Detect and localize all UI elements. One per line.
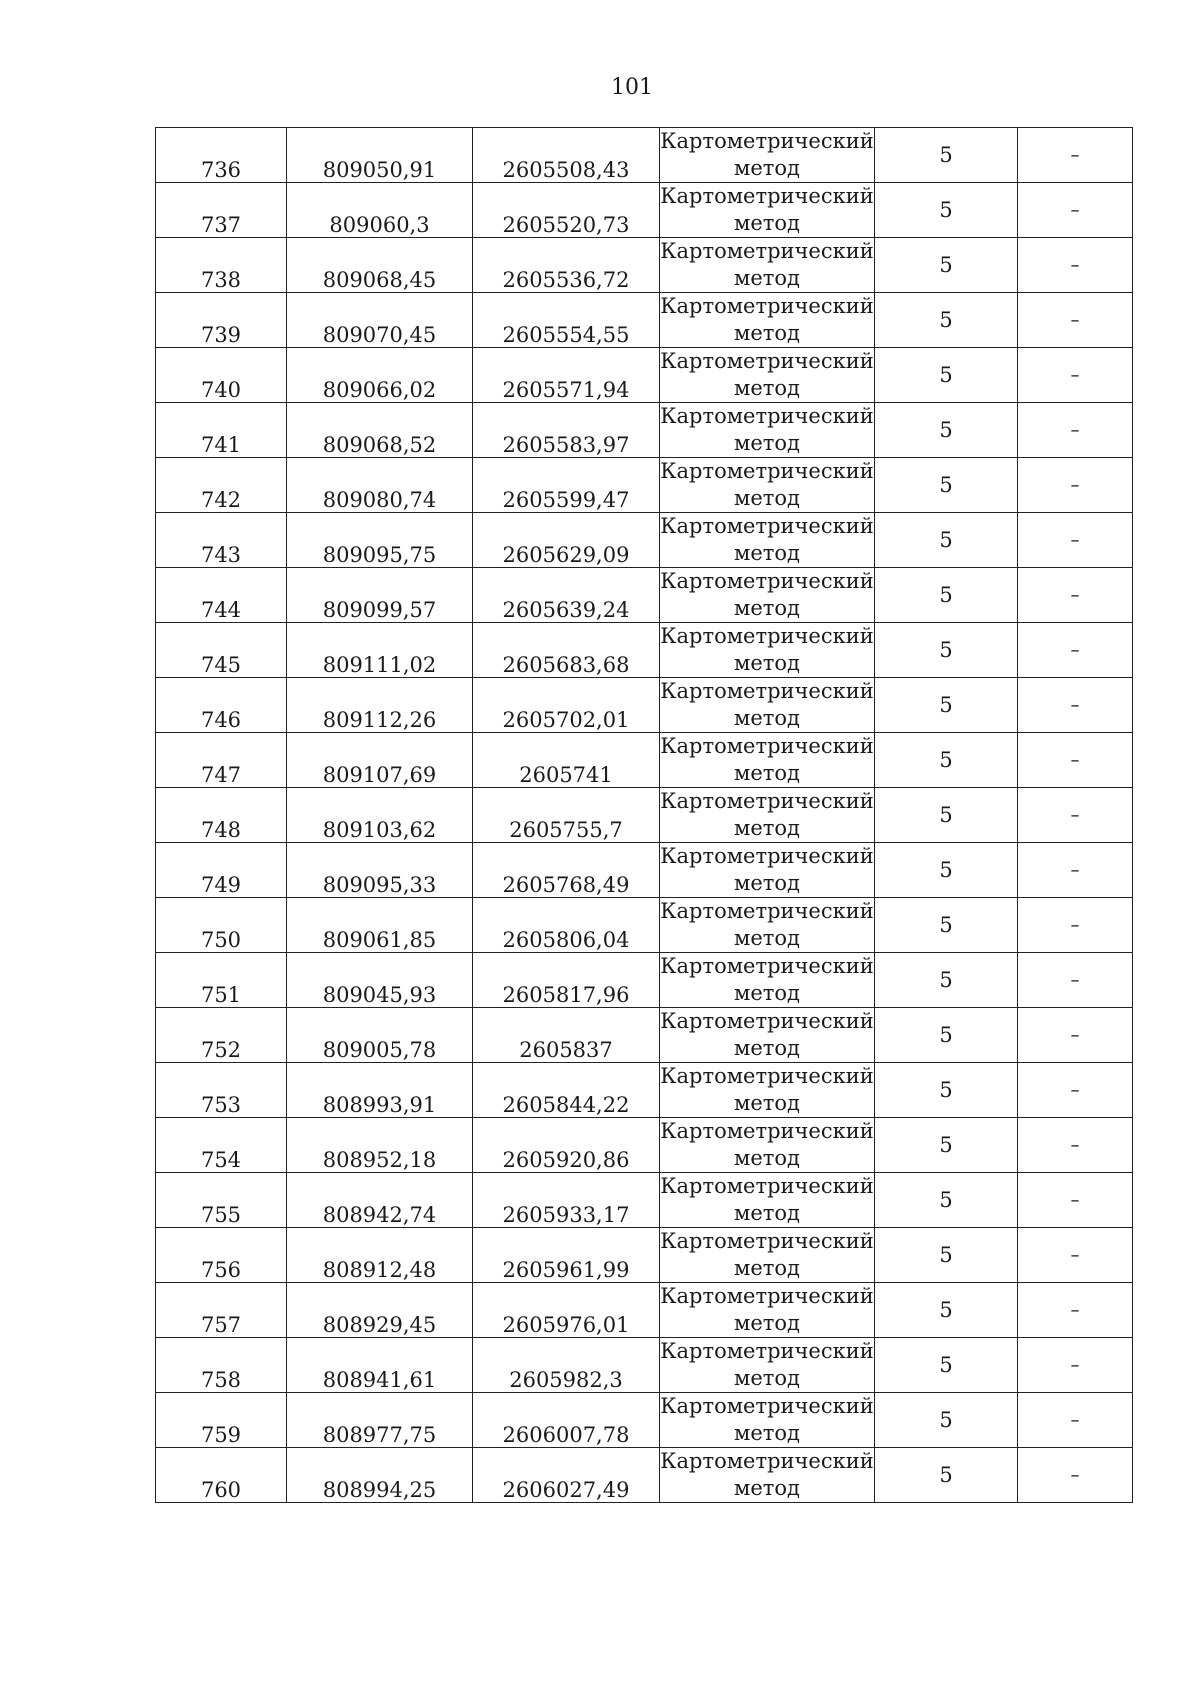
table-row — [156, 348, 1133, 403]
point-number-cell: 760 — [156, 1448, 287, 1503]
table-row — [156, 293, 1133, 348]
y-coordinate-cell: 2605702,01 — [473, 678, 660, 733]
x-coordinate-cell: 808942,74 — [287, 1173, 473, 1228]
method-cell: Картометрический метод — [660, 293, 875, 348]
accuracy-cell: 5 — [875, 898, 1018, 953]
point-number-cell: 736 — [156, 128, 287, 183]
method-cell: Картометрический метод — [660, 1393, 875, 1448]
table-row — [156, 458, 1133, 513]
method-cell: Картометрический метод — [660, 843, 875, 898]
point-number-cell: 741 — [156, 403, 287, 458]
point-number-cell: 753 — [156, 1063, 287, 1118]
table-row — [156, 568, 1133, 623]
x-coordinate-cell: 808994,25 — [287, 1448, 473, 1503]
x-coordinate-cell: 809066,02 — [287, 348, 473, 403]
table-row — [156, 1008, 1133, 1063]
accuracy-cell: 5 — [875, 733, 1018, 788]
x-coordinate-cell: 809099,57 — [287, 568, 473, 623]
x-coordinate-cell: 809061,85 — [287, 898, 473, 953]
accuracy-cell: 5 — [875, 1228, 1018, 1283]
table-row — [156, 513, 1133, 568]
accuracy-cell: 5 — [875, 678, 1018, 733]
y-coordinate-cell: 2605933,17 — [473, 1173, 660, 1228]
table-row — [156, 898, 1133, 953]
method-cell: Картометрический метод — [660, 1448, 875, 1503]
method-cell: Картометрический метод — [660, 1338, 875, 1393]
method-cell: Картометрический метод — [660, 1118, 875, 1173]
method-cell: Картометрический метод — [660, 348, 875, 403]
point-number-cell: 738 — [156, 238, 287, 293]
y-coordinate-cell: 2606007,78 — [473, 1393, 660, 1448]
page-number: 101 — [611, 75, 653, 100]
coordinates-table-body — [156, 128, 1133, 1503]
x-coordinate-cell: 809095,75 — [287, 513, 473, 568]
table-row — [156, 788, 1133, 843]
method-cell: Картометрический метод — [660, 678, 875, 733]
accuracy-cell: 5 — [875, 348, 1018, 403]
note-cell: – — [1018, 1338, 1133, 1393]
y-coordinate-cell: 2605583,97 — [473, 403, 660, 458]
method-cell: Картометрический метод — [660, 238, 875, 293]
note-cell: – — [1018, 1228, 1133, 1283]
point-number-cell: 748 — [156, 788, 287, 843]
table-row — [156, 1173, 1133, 1228]
coordinates-table — [155, 127, 1133, 1503]
point-number-cell: 749 — [156, 843, 287, 898]
y-coordinate-cell: 2605768,49 — [473, 843, 660, 898]
table-row — [156, 128, 1133, 183]
method-cell: Картометрический метод — [660, 1008, 875, 1063]
note-cell: – — [1018, 238, 1133, 293]
method-cell: Картометрический метод — [660, 1283, 875, 1338]
point-number-cell: 759 — [156, 1393, 287, 1448]
method-cell: Картометрический метод — [660, 458, 875, 513]
table-row — [156, 623, 1133, 678]
table-row — [156, 403, 1133, 458]
note-cell: – — [1018, 293, 1133, 348]
accuracy-cell: 5 — [875, 843, 1018, 898]
accuracy-cell: 5 — [875, 788, 1018, 843]
y-coordinate-cell: 2606027,49 — [473, 1448, 660, 1503]
point-number-cell: 754 — [156, 1118, 287, 1173]
method-cell: Картометрический метод — [660, 128, 875, 183]
x-coordinate-cell: 809112,26 — [287, 678, 473, 733]
x-coordinate-cell: 808977,75 — [287, 1393, 473, 1448]
method-cell: Картометрический метод — [660, 898, 875, 953]
note-cell: – — [1018, 128, 1133, 183]
y-coordinate-cell: 2605817,96 — [473, 953, 660, 1008]
table-row — [156, 238, 1133, 293]
x-coordinate-cell: 808941,61 — [287, 1338, 473, 1393]
accuracy-cell: 5 — [875, 568, 1018, 623]
accuracy-cell: 5 — [875, 1393, 1018, 1448]
x-coordinate-cell: 809111,02 — [287, 623, 473, 678]
y-coordinate-cell: 2605629,09 — [473, 513, 660, 568]
y-coordinate-cell: 2605520,73 — [473, 183, 660, 238]
method-cell: Картометрический метод — [660, 788, 875, 843]
point-number-cell: 751 — [156, 953, 287, 1008]
accuracy-cell: 5 — [875, 513, 1018, 568]
note-cell: – — [1018, 1118, 1133, 1173]
y-coordinate-cell: 2605571,94 — [473, 348, 660, 403]
point-number-cell: 740 — [156, 348, 287, 403]
x-coordinate-cell: 809050,91 — [287, 128, 473, 183]
note-cell: – — [1018, 1063, 1133, 1118]
point-number-cell: 758 — [156, 1338, 287, 1393]
x-coordinate-cell: 809045,93 — [287, 953, 473, 1008]
point-number-cell: 746 — [156, 678, 287, 733]
x-coordinate-cell: 808993,91 — [287, 1063, 473, 1118]
point-number-cell: 752 — [156, 1008, 287, 1063]
point-number-cell: 756 — [156, 1228, 287, 1283]
accuracy-cell: 5 — [875, 238, 1018, 293]
table-row — [156, 1393, 1133, 1448]
y-coordinate-cell: 2605844,22 — [473, 1063, 660, 1118]
point-number-cell: 744 — [156, 568, 287, 623]
table-row — [156, 1118, 1133, 1173]
accuracy-cell: 5 — [875, 403, 1018, 458]
method-cell: Картометрический метод — [660, 1063, 875, 1118]
note-cell: – — [1018, 1393, 1133, 1448]
table-row — [156, 1338, 1133, 1393]
point-number-cell: 742 — [156, 458, 287, 513]
y-coordinate-cell: 2605554,55 — [473, 293, 660, 348]
point-number-cell: 737 — [156, 183, 287, 238]
table-row — [156, 733, 1133, 788]
note-cell: – — [1018, 678, 1133, 733]
method-cell: Картометрический метод — [660, 733, 875, 788]
method-cell: Картометрический метод — [660, 623, 875, 678]
table-row — [156, 1448, 1133, 1503]
accuracy-cell: 5 — [875, 1008, 1018, 1063]
x-coordinate-cell: 809070,45 — [287, 293, 473, 348]
y-coordinate-cell: 2605639,24 — [473, 568, 660, 623]
point-number-cell: 757 — [156, 1283, 287, 1338]
point-number-cell: 755 — [156, 1173, 287, 1228]
accuracy-cell: 5 — [875, 1063, 1018, 1118]
point-number-cell: 739 — [156, 293, 287, 348]
note-cell: – — [1018, 953, 1133, 1008]
table-row — [156, 678, 1133, 733]
accuracy-cell: 5 — [875, 1283, 1018, 1338]
accuracy-cell: 5 — [875, 1448, 1018, 1503]
method-cell: Картометрический метод — [660, 568, 875, 623]
y-coordinate-cell: 2605837 — [473, 1008, 660, 1063]
accuracy-cell: 5 — [875, 458, 1018, 513]
note-cell: – — [1018, 458, 1133, 513]
y-coordinate-cell: 2605683,68 — [473, 623, 660, 678]
table-row — [156, 1283, 1133, 1338]
note-cell: – — [1018, 843, 1133, 898]
point-number-cell: 750 — [156, 898, 287, 953]
table-row — [156, 183, 1133, 238]
x-coordinate-cell: 809095,33 — [287, 843, 473, 898]
x-coordinate-cell: 809103,62 — [287, 788, 473, 843]
method-cell: Картометрический метод — [660, 1173, 875, 1228]
table-row — [156, 953, 1133, 1008]
accuracy-cell: 5 — [875, 1338, 1018, 1393]
method-cell: Картометрический метод — [660, 513, 875, 568]
x-coordinate-cell: 809068,52 — [287, 403, 473, 458]
note-cell: – — [1018, 623, 1133, 678]
note-cell: – — [1018, 788, 1133, 843]
y-coordinate-cell: 2605755,7 — [473, 788, 660, 843]
y-coordinate-cell: 2605920,86 — [473, 1118, 660, 1173]
accuracy-cell: 5 — [875, 183, 1018, 238]
method-cell: Картометрический метод — [660, 183, 875, 238]
note-cell: – — [1018, 1283, 1133, 1338]
note-cell: – — [1018, 733, 1133, 788]
x-coordinate-cell: 809005,78 — [287, 1008, 473, 1063]
point-number-cell: 745 — [156, 623, 287, 678]
x-coordinate-cell: 808929,45 — [287, 1283, 473, 1338]
x-coordinate-cell: 809068,45 — [287, 238, 473, 293]
y-coordinate-cell: 2605982,3 — [473, 1338, 660, 1393]
method-cell: Картометрический метод — [660, 1228, 875, 1283]
y-coordinate-cell: 2605806,04 — [473, 898, 660, 953]
accuracy-cell: 5 — [875, 1118, 1018, 1173]
note-cell: – — [1018, 568, 1133, 623]
point-number-cell: 747 — [156, 733, 287, 788]
note-cell: – — [1018, 1008, 1133, 1063]
y-coordinate-cell: 2605599,47 — [473, 458, 660, 513]
y-coordinate-cell: 2605536,72 — [473, 238, 660, 293]
y-coordinate-cell: 2605741 — [473, 733, 660, 788]
x-coordinate-cell: 809080,74 — [287, 458, 473, 513]
accuracy-cell: 5 — [875, 128, 1018, 183]
accuracy-cell: 5 — [875, 1173, 1018, 1228]
accuracy-cell: 5 — [875, 953, 1018, 1008]
note-cell: – — [1018, 348, 1133, 403]
x-coordinate-cell: 808952,18 — [287, 1118, 473, 1173]
note-cell: – — [1018, 898, 1133, 953]
accuracy-cell: 5 — [875, 293, 1018, 348]
point-number-cell: 743 — [156, 513, 287, 568]
method-cell: Картометрический метод — [660, 403, 875, 458]
y-coordinate-cell: 2605961,99 — [473, 1228, 660, 1283]
note-cell: – — [1018, 513, 1133, 568]
x-coordinate-cell: 808912,48 — [287, 1228, 473, 1283]
method-cell: Картометрический метод — [660, 953, 875, 1008]
table-row — [156, 1228, 1133, 1283]
y-coordinate-cell: 2605508,43 — [473, 128, 660, 183]
note-cell: – — [1018, 403, 1133, 458]
x-coordinate-cell: 809107,69 — [287, 733, 473, 788]
accuracy-cell: 5 — [875, 623, 1018, 678]
table-row — [156, 1063, 1133, 1118]
note-cell: – — [1018, 1173, 1133, 1228]
table-row — [156, 843, 1133, 898]
note-cell: – — [1018, 183, 1133, 238]
y-coordinate-cell: 2605976,01 — [473, 1283, 660, 1338]
x-coordinate-cell: 809060,3 — [287, 183, 473, 238]
note-cell: – — [1018, 1448, 1133, 1503]
